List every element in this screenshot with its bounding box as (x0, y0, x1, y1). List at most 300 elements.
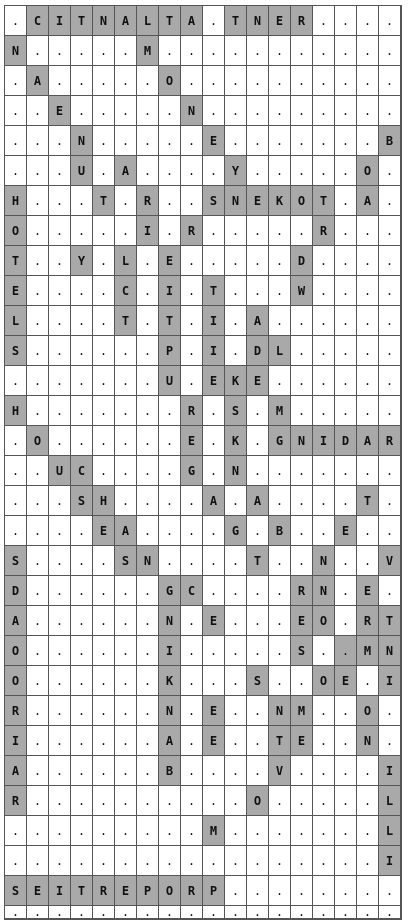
grid-cell[interactable]: . (93, 276, 115, 306)
grid-cell[interactable]: A (357, 186, 379, 216)
grid-cell[interactable]: N (357, 726, 379, 756)
grid-cell[interactable]: E (291, 606, 313, 636)
grid-cell[interactable]: . (115, 696, 137, 726)
grid-cell[interactable]: . (225, 216, 247, 246)
grid-cell[interactable]: . (291, 96, 313, 126)
grid-cell[interactable]: . (159, 96, 181, 126)
grid-cell[interactable]: E (159, 246, 181, 276)
grid-cell[interactable]: . (159, 516, 181, 546)
grid-cell[interactable]: . (247, 876, 269, 906)
grid-cell[interactable]: . (313, 36, 335, 66)
grid-cell[interactable]: . (313, 396, 335, 426)
grid-cell[interactable]: . (181, 36, 203, 66)
grid-cell[interactable]: . (49, 306, 71, 336)
grid-cell[interactable]: E (115, 876, 137, 906)
grid-cell[interactable]: . (93, 786, 115, 816)
grid-cell[interactable]: . (225, 876, 247, 906)
grid-cell[interactable]: . (357, 516, 379, 546)
grid-cell[interactable]: . (5, 816, 27, 846)
grid-cell[interactable]: . (225, 606, 247, 636)
grid-cell[interactable]: . (247, 216, 269, 246)
grid-cell[interactable]: . (269, 456, 291, 486)
grid-cell[interactable]: E (291, 726, 313, 756)
grid-cell[interactable]: . (335, 906, 357, 919)
grid-cell[interactable]: . (49, 336, 71, 366)
grid-cell[interactable]: . (313, 516, 335, 546)
grid-cell[interactable]: . (49, 846, 71, 876)
grid-cell[interactable]: . (269, 816, 291, 846)
grid-cell[interactable]: . (291, 456, 313, 486)
grid-cell[interactable]: . (291, 126, 313, 156)
grid-cell[interactable]: . (115, 336, 137, 366)
grid-cell[interactable]: I (49, 6, 71, 36)
grid-cell[interactable]: . (93, 156, 115, 186)
grid-cell[interactable]: T (93, 186, 115, 216)
grid-cell[interactable]: . (137, 906, 159, 919)
grid-cell[interactable]: N (5, 36, 27, 66)
grid-cell[interactable]: . (27, 276, 49, 306)
grid-cell[interactable]: . (357, 126, 379, 156)
grid-cell[interactable]: P (159, 336, 181, 366)
grid-cell[interactable]: . (27, 126, 49, 156)
grid-cell[interactable]: . (291, 816, 313, 846)
grid-cell[interactable]: . (27, 726, 49, 756)
grid-cell[interactable]: . (27, 696, 49, 726)
grid-cell[interactable]: . (181, 846, 203, 876)
grid-cell[interactable]: . (27, 786, 49, 816)
grid-cell[interactable]: I (379, 846, 401, 876)
grid-cell[interactable]: . (313, 276, 335, 306)
grid-cell[interactable]: T (115, 306, 137, 336)
grid-cell[interactable]: . (115, 186, 137, 216)
grid-cell[interactable]: . (49, 576, 71, 606)
grid-cell[interactable]: . (203, 846, 225, 876)
grid-cell[interactable]: . (335, 396, 357, 426)
grid-cell[interactable]: . (181, 696, 203, 726)
grid-cell[interactable]: K (269, 186, 291, 216)
grid-cell[interactable]: . (379, 576, 401, 606)
grid-cell[interactable]: . (269, 876, 291, 906)
grid-cell[interactable]: . (181, 186, 203, 216)
grid-cell[interactable]: . (335, 306, 357, 336)
grid-cell[interactable]: C (71, 456, 93, 486)
grid-cell[interactable]: . (5, 126, 27, 156)
grid-cell[interactable]: . (291, 786, 313, 816)
grid-cell[interactable]: U (159, 366, 181, 396)
grid-cell[interactable]: . (49, 66, 71, 96)
grid-cell[interactable]: . (181, 366, 203, 396)
grid-cell[interactable]: I (203, 306, 225, 336)
grid-cell[interactable]: E (203, 696, 225, 726)
grid-cell[interactable]: . (93, 426, 115, 456)
grid-cell[interactable]: . (313, 336, 335, 366)
grid-cell[interactable]: M (357, 636, 379, 666)
grid-cell[interactable]: I (159, 276, 181, 306)
grid-cell[interactable]: C (115, 276, 137, 306)
grid-cell[interactable]: . (159, 36, 181, 66)
grid-cell[interactable]: . (335, 696, 357, 726)
grid-cell[interactable]: . (335, 66, 357, 96)
grid-cell[interactable]: . (93, 336, 115, 366)
grid-cell[interactable]: . (159, 546, 181, 576)
grid-cell[interactable]: . (247, 516, 269, 546)
grid-cell[interactable]: . (335, 486, 357, 516)
grid-cell[interactable]: . (357, 96, 379, 126)
grid-cell[interactable]: . (137, 336, 159, 366)
grid-cell[interactable]: . (159, 906, 181, 919)
grid-cell[interactable]: V (379, 546, 401, 576)
grid-cell[interactable]: . (93, 66, 115, 96)
grid-cell[interactable]: . (269, 276, 291, 306)
grid-cell[interactable]: . (49, 756, 71, 786)
grid-cell[interactable]: . (269, 846, 291, 876)
grid-cell[interactable]: . (93, 666, 115, 696)
grid-cell[interactable]: . (115, 96, 137, 126)
grid-cell[interactable]: . (71, 216, 93, 246)
grid-cell[interactable]: . (291, 66, 313, 96)
grid-cell[interactable]: . (27, 756, 49, 786)
grid-cell[interactable]: . (291, 366, 313, 396)
grid-cell[interactable]: . (225, 336, 247, 366)
grid-cell[interactable]: E (93, 516, 115, 546)
grid-cell[interactable]: D (247, 336, 269, 366)
grid-cell[interactable]: . (5, 516, 27, 546)
grid-cell[interactable]: . (27, 96, 49, 126)
grid-cell[interactable]: . (379, 246, 401, 276)
grid-cell[interactable]: M (203, 816, 225, 846)
grid-cell[interactable]: . (335, 636, 357, 666)
grid-cell[interactable]: . (291, 306, 313, 336)
grid-cell[interactable]: I (379, 666, 401, 696)
grid-cell[interactable]: . (357, 906, 379, 919)
grid-cell[interactable]: S (71, 486, 93, 516)
grid-cell[interactable]: . (115, 846, 137, 876)
grid-cell[interactable]: . (291, 906, 313, 919)
grid-cell[interactable]: . (137, 126, 159, 156)
grid-cell[interactable]: R (291, 576, 313, 606)
grid-cell[interactable]: I (379, 756, 401, 786)
grid-cell[interactable]: . (27, 366, 49, 396)
grid-cell[interactable]: . (225, 846, 247, 876)
grid-cell[interactable]: . (313, 126, 335, 156)
grid-cell[interactable]: . (27, 186, 49, 216)
grid-cell[interactable]: . (335, 156, 357, 186)
grid-cell[interactable]: . (181, 546, 203, 576)
grid-cell[interactable]: . (181, 486, 203, 516)
grid-cell[interactable]: . (357, 546, 379, 576)
grid-cell[interactable]: . (181, 786, 203, 816)
grid-cell[interactable]: . (203, 906, 225, 919)
grid-cell[interactable]: . (49, 636, 71, 666)
grid-cell[interactable]: E (49, 96, 71, 126)
grid-cell[interactable]: . (225, 906, 247, 919)
grid-cell[interactable]: . (313, 306, 335, 336)
grid-cell[interactable]: T (247, 546, 269, 576)
grid-cell[interactable]: . (247, 906, 269, 919)
grid-cell[interactable]: . (71, 696, 93, 726)
grid-cell[interactable]: . (291, 216, 313, 246)
grid-cell[interactable]: . (137, 276, 159, 306)
grid-cell[interactable]: M (291, 696, 313, 726)
grid-cell[interactable]: . (247, 726, 269, 756)
grid-cell[interactable]: . (225, 816, 247, 846)
grid-cell[interactable]: N (269, 696, 291, 726)
grid-cell[interactable]: E (27, 876, 49, 906)
grid-cell[interactable]: . (71, 396, 93, 426)
grid-cell[interactable]: . (27, 546, 49, 576)
grid-cell[interactable]: E (181, 426, 203, 456)
grid-cell[interactable]: . (27, 906, 49, 919)
grid-cell[interactable]: O (357, 696, 379, 726)
grid-cell[interactable]: . (357, 6, 379, 36)
grid-cell[interactable]: R (181, 396, 203, 426)
grid-cell[interactable]: . (203, 216, 225, 246)
grid-cell[interactable]: . (379, 336, 401, 366)
grid-cell[interactable]: N (159, 606, 181, 636)
grid-cell[interactable]: A (27, 66, 49, 96)
grid-cell[interactable]: . (115, 606, 137, 636)
grid-cell[interactable]: N (225, 456, 247, 486)
grid-cell[interactable]: R (379, 426, 401, 456)
grid-cell[interactable]: . (71, 906, 93, 919)
grid-cell[interactable]: . (49, 906, 71, 919)
grid-cell[interactable]: . (49, 786, 71, 816)
grid-cell[interactable]: L (137, 6, 159, 36)
grid-cell[interactable]: . (137, 756, 159, 786)
grid-cell[interactable]: . (181, 306, 203, 336)
grid-cell[interactable]: . (27, 156, 49, 186)
grid-cell[interactable]: . (27, 516, 49, 546)
grid-cell[interactable]: . (247, 816, 269, 846)
grid-cell[interactable]: O (313, 606, 335, 636)
grid-cell[interactable]: R (291, 6, 313, 36)
grid-cell[interactable]: . (335, 576, 357, 606)
grid-cell[interactable]: . (291, 336, 313, 366)
grid-cell[interactable]: A (247, 306, 269, 336)
grid-cell[interactable]: . (269, 126, 291, 156)
grid-cell[interactable]: . (335, 216, 357, 246)
grid-cell[interactable]: . (115, 366, 137, 396)
grid-cell[interactable]: . (269, 576, 291, 606)
grid-cell[interactable]: . (71, 636, 93, 666)
grid-cell[interactable]: . (137, 846, 159, 876)
grid-cell[interactable]: O (291, 186, 313, 216)
grid-cell[interactable]: T (225, 6, 247, 36)
grid-cell[interactable]: . (335, 36, 357, 66)
grid-cell[interactable]: . (335, 546, 357, 576)
grid-cell[interactable]: . (93, 246, 115, 276)
grid-cell[interactable]: Y (71, 246, 93, 276)
grid-cell[interactable]: A (181, 6, 203, 36)
grid-cell[interactable]: . (313, 876, 335, 906)
grid-cell[interactable]: . (71, 36, 93, 66)
grid-cell[interactable]: . (313, 6, 335, 36)
grid-cell[interactable]: . (49, 246, 71, 276)
grid-cell[interactable]: . (5, 6, 27, 36)
grid-cell[interactable]: . (313, 696, 335, 726)
grid-cell[interactable]: . (247, 276, 269, 306)
grid-cell[interactable]: O (159, 876, 181, 906)
grid-cell[interactable]: A (357, 426, 379, 456)
grid-cell[interactable]: . (313, 786, 335, 816)
grid-cell[interactable]: . (379, 486, 401, 516)
grid-cell[interactable]: . (71, 276, 93, 306)
grid-cell[interactable]: R (357, 606, 379, 636)
grid-cell[interactable]: . (225, 126, 247, 156)
grid-cell[interactable]: . (203, 156, 225, 186)
grid-cell[interactable]: . (181, 126, 203, 156)
grid-cell[interactable]: . (159, 216, 181, 246)
grid-cell[interactable]: . (335, 366, 357, 396)
grid-cell[interactable]: . (247, 636, 269, 666)
grid-cell[interactable]: . (269, 36, 291, 66)
grid-cell[interactable]: . (137, 456, 159, 486)
grid-cell[interactable]: . (5, 426, 27, 456)
grid-cell[interactable]: G (269, 426, 291, 456)
grid-cell[interactable]: . (203, 426, 225, 456)
grid-cell[interactable]: . (379, 96, 401, 126)
grid-cell[interactable]: . (5, 96, 27, 126)
grid-cell[interactable]: O (27, 426, 49, 456)
grid-cell[interactable]: . (203, 756, 225, 786)
grid-cell[interactable]: . (225, 696, 247, 726)
grid-cell[interactable]: G (181, 456, 203, 486)
grid-cell[interactable]: . (291, 666, 313, 696)
grid-cell[interactable]: . (115, 636, 137, 666)
grid-cell[interactable]: . (93, 576, 115, 606)
grid-cell[interactable]: . (313, 816, 335, 846)
grid-cell[interactable]: E (335, 516, 357, 546)
grid-cell[interactable]: . (357, 666, 379, 696)
grid-cell[interactable]: . (137, 696, 159, 726)
grid-cell[interactable]: O (247, 786, 269, 816)
grid-cell[interactable]: S (203, 186, 225, 216)
grid-cell[interactable]: . (181, 726, 203, 756)
grid-cell[interactable]: . (137, 816, 159, 846)
grid-cell[interactable]: N (137, 546, 159, 576)
grid-cell[interactable]: . (93, 456, 115, 486)
grid-cell[interactable]: . (335, 186, 357, 216)
grid-cell[interactable]: U (49, 456, 71, 486)
grid-cell[interactable]: . (27, 216, 49, 246)
grid-cell[interactable]: . (49, 726, 71, 756)
grid-cell[interactable]: . (137, 366, 159, 396)
grid-cell[interactable]: . (5, 456, 27, 486)
grid-cell[interactable]: . (93, 756, 115, 786)
grid-cell[interactable]: . (335, 336, 357, 366)
grid-cell[interactable]: A (5, 756, 27, 786)
grid-cell[interactable]: . (181, 756, 203, 786)
grid-cell[interactable]: . (357, 876, 379, 906)
grid-cell[interactable]: . (181, 606, 203, 636)
grid-cell[interactable]: K (225, 426, 247, 456)
grid-cell[interactable]: E (203, 726, 225, 756)
grid-cell[interactable]: . (137, 606, 159, 636)
grid-cell[interactable]: . (379, 306, 401, 336)
grid-cell[interactable]: D (5, 576, 27, 606)
grid-cell[interactable]: . (115, 786, 137, 816)
grid-cell[interactable]: O (5, 636, 27, 666)
grid-cell[interactable]: A (115, 516, 137, 546)
grid-cell[interactable]: . (71, 96, 93, 126)
grid-cell[interactable]: M (269, 396, 291, 426)
grid-cell[interactable]: . (115, 456, 137, 486)
grid-cell[interactable]: . (5, 906, 27, 919)
grid-cell[interactable]: . (335, 756, 357, 786)
grid-cell[interactable]: A (247, 486, 269, 516)
grid-cell[interactable]: . (357, 816, 379, 846)
grid-cell[interactable]: . (225, 306, 247, 336)
grid-cell[interactable]: . (93, 36, 115, 66)
grid-cell[interactable]: G (225, 516, 247, 546)
grid-cell[interactable]: E (203, 126, 225, 156)
grid-cell[interactable]: . (379, 396, 401, 426)
grid-cell[interactable]: T (379, 606, 401, 636)
grid-cell[interactable]: . (203, 516, 225, 546)
grid-cell[interactable]: . (225, 36, 247, 66)
grid-cell[interactable]: . (313, 246, 335, 276)
grid-cell[interactable]: . (291, 486, 313, 516)
grid-cell[interactable]: S (5, 876, 27, 906)
grid-cell[interactable]: E (247, 186, 269, 216)
grid-cell[interactable]: K (159, 666, 181, 696)
grid-cell[interactable]: . (5, 156, 27, 186)
grid-cell[interactable]: . (49, 426, 71, 456)
grid-cell[interactable]: . (247, 696, 269, 726)
grid-cell[interactable]: . (225, 786, 247, 816)
grid-cell[interactable]: . (71, 786, 93, 816)
grid-cell[interactable]: . (247, 96, 269, 126)
grid-cell[interactable]: . (115, 486, 137, 516)
grid-cell[interactable]: . (313, 366, 335, 396)
grid-cell[interactable]: I (203, 336, 225, 366)
grid-cell[interactable]: . (49, 186, 71, 216)
grid-cell[interactable]: B (159, 756, 181, 786)
grid-cell[interactable]: H (93, 486, 115, 516)
grid-cell[interactable]: . (313, 66, 335, 96)
grid-cell[interactable]: . (159, 396, 181, 426)
grid-cell[interactable]: . (93, 726, 115, 756)
grid-cell[interactable]: . (49, 606, 71, 636)
grid-cell[interactable]: . (269, 96, 291, 126)
grid-cell[interactable]: I (159, 636, 181, 666)
grid-cell[interactable]: . (335, 456, 357, 486)
grid-cell[interactable]: . (269, 366, 291, 396)
grid-cell[interactable]: . (247, 396, 269, 426)
grid-cell[interactable]: T (159, 6, 181, 36)
grid-cell[interactable]: R (137, 186, 159, 216)
grid-cell[interactable]: . (93, 306, 115, 336)
grid-cell[interactable]: . (27, 666, 49, 696)
grid-cell[interactable]: . (225, 276, 247, 306)
grid-cell[interactable]: . (269, 66, 291, 96)
grid-cell[interactable]: . (291, 156, 313, 186)
grid-cell[interactable]: . (115, 726, 137, 756)
grid-cell[interactable]: P (203, 876, 225, 906)
grid-cell[interactable]: . (5, 486, 27, 516)
grid-cell[interactable]: . (269, 636, 291, 666)
grid-cell[interactable]: . (181, 66, 203, 96)
grid-cell[interactable]: . (379, 906, 401, 919)
grid-cell[interactable]: N (313, 576, 335, 606)
grid-cell[interactable]: . (137, 426, 159, 456)
grid-cell[interactable]: . (313, 846, 335, 876)
grid-cell[interactable]: . (181, 336, 203, 366)
grid-cell[interactable]: S (247, 666, 269, 696)
grid-cell[interactable]: . (357, 36, 379, 66)
grid-cell[interactable]: . (115, 396, 137, 426)
grid-cell[interactable]: . (27, 36, 49, 66)
